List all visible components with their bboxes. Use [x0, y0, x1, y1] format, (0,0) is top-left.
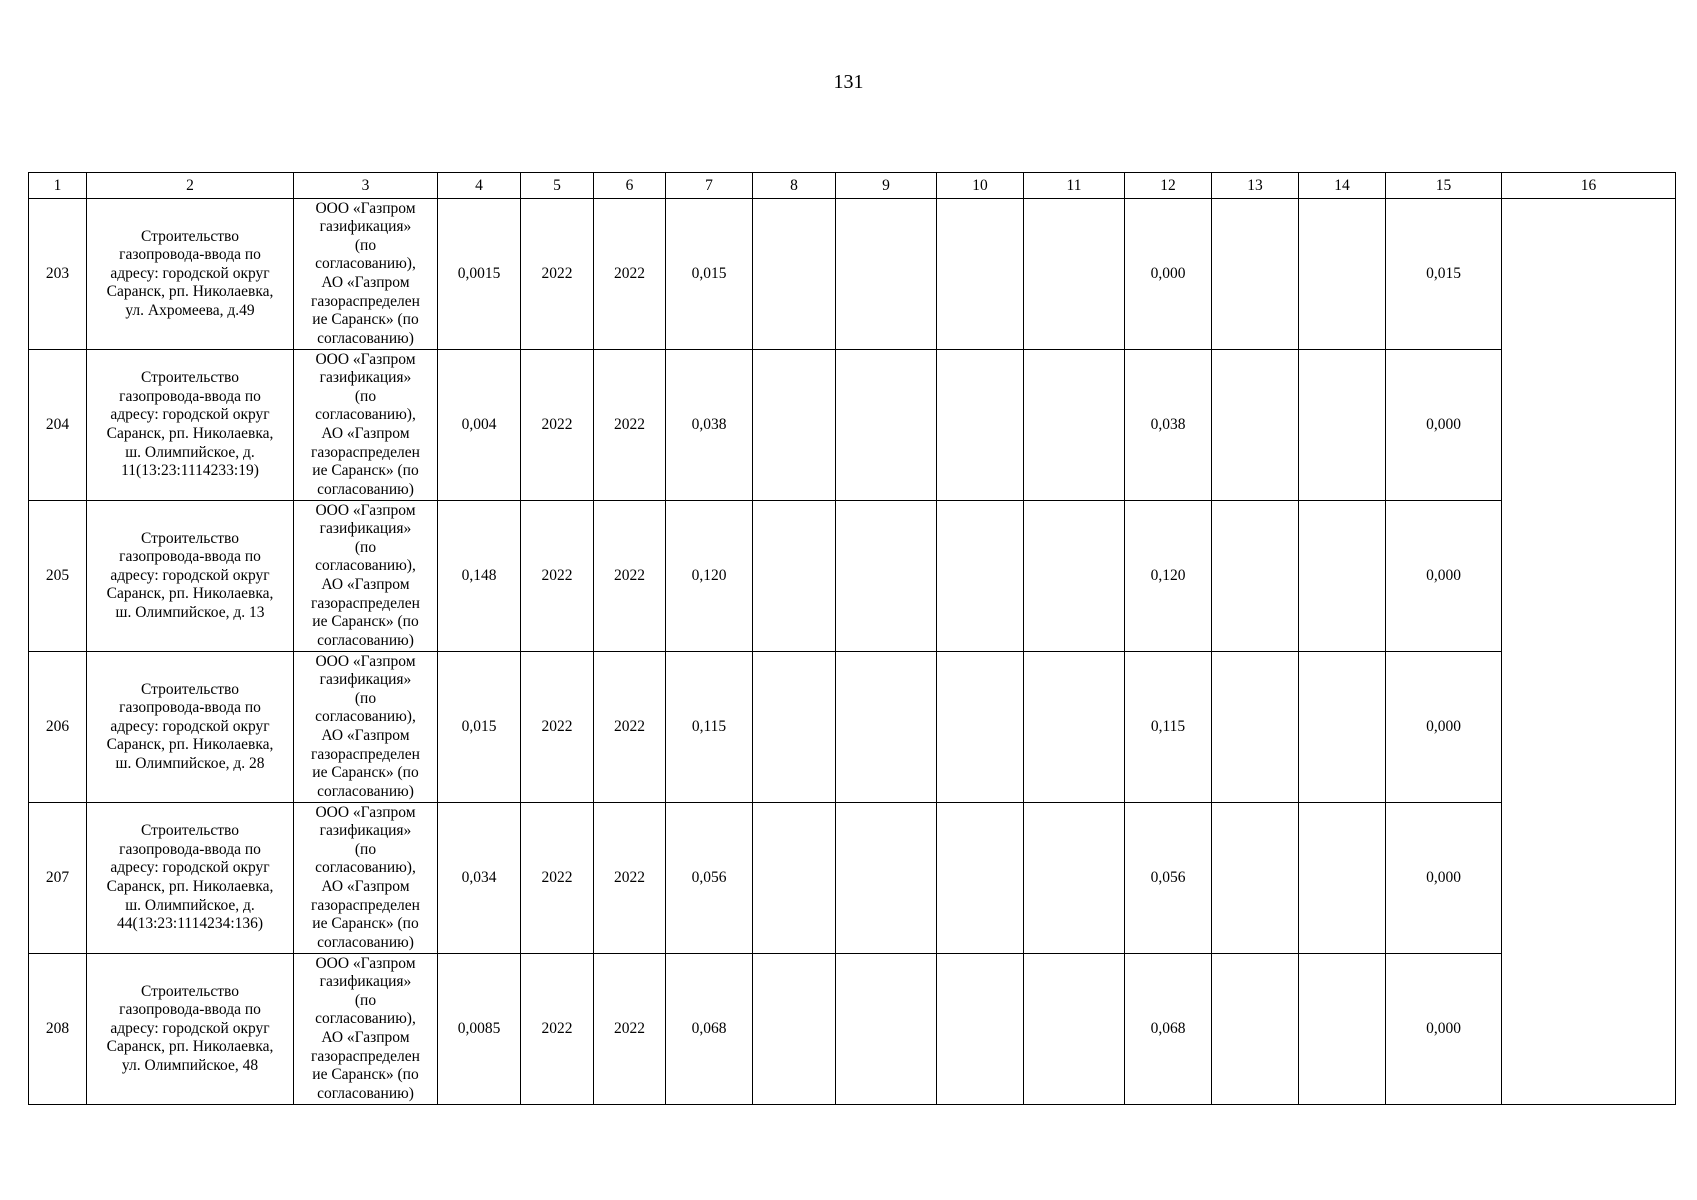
value-cell-col12: 0,068	[1125, 954, 1212, 1105]
empty-cell-col8	[753, 350, 836, 501]
empty-cell-col8	[753, 199, 836, 350]
organization-line: АО «Газпром	[321, 1029, 410, 1046]
empty-cell-col13	[1212, 652, 1299, 803]
organization-line: газификация»	[319, 520, 412, 538]
description-line: адресу: городской округ	[110, 406, 270, 424]
empty-cell-col10	[937, 652, 1024, 803]
empty-cell-col11	[1024, 350, 1125, 501]
empty-cell-col11	[1024, 652, 1125, 803]
organization-line: АО «Газпром	[321, 727, 410, 744]
description-line: ш. Олимпийское, д. 28	[115, 754, 265, 772]
description-line: ш. Олимпийское, д.	[125, 443, 255, 461]
value-cell-col12: 0,115	[1125, 652, 1212, 803]
organization-line: согласованию),	[315, 708, 416, 726]
description-line: Строительство	[141, 822, 239, 840]
column-header: 7	[666, 173, 753, 199]
description-cell	[87, 803, 294, 954]
organization-line: согласованию)	[317, 933, 414, 951]
year-start-cell: 2022	[521, 652, 594, 803]
description-line: газопровода-ввода по	[119, 840, 261, 858]
empty-cell-col13	[1212, 199, 1299, 350]
organization-cell	[294, 199, 438, 350]
value-cell-col4: 0,034	[438, 803, 521, 954]
description-line: ш. Олимпийское, д. 13	[115, 603, 265, 621]
value-cell-col7: 0,056	[666, 803, 753, 954]
description-line: 44(13:23:1114234:136)	[116, 915, 264, 933]
column-header: 1	[29, 173, 87, 199]
year-end-cell: 2022	[594, 803, 666, 954]
year-end-cell: 2022	[594, 652, 666, 803]
year-start-cell: 2022	[521, 350, 594, 501]
column-header: 14	[1299, 173, 1386, 199]
organization-line: ООО «Газпром	[315, 501, 416, 519]
value-cell-col15: 0,000	[1386, 954, 1502, 1105]
year-start-cell: 2022	[521, 803, 594, 954]
year-end-cell: 2022	[594, 954, 666, 1105]
organization-line: газификация»	[319, 822, 412, 840]
empty-cell-col13	[1212, 501, 1299, 652]
description-line: газопровода-ввода по	[119, 246, 261, 264]
table-row	[29, 954, 1676, 1105]
organization-line: ие Саранск» (по	[312, 915, 419, 933]
organization-line: согласованию),	[315, 1010, 416, 1028]
empty-cell-col10	[937, 501, 1024, 652]
value-cell-col15: 0,000	[1386, 803, 1502, 954]
description-line: Саранск, рп. Николаевка,	[106, 425, 274, 442]
description-line: ш. Олимпийское, д.	[125, 896, 255, 914]
row-number-cell: 207	[29, 803, 87, 954]
organization-line: газораспределен	[311, 896, 420, 914]
organization-cell	[294, 652, 438, 803]
organization-line: газораспределен	[311, 594, 420, 612]
value-cell-col15: 0,000	[1386, 652, 1502, 803]
table-row	[29, 652, 1676, 803]
empty-cell-col11	[1024, 199, 1125, 350]
organization-line: согласованию)	[317, 480, 414, 498]
organization-line: газораспределен	[311, 443, 420, 461]
empty-cell-col11	[1024, 501, 1125, 652]
empty-cell-col10	[937, 350, 1024, 501]
merged-cell-col16	[1502, 199, 1676, 1105]
organization-line: согласованию),	[315, 406, 416, 424]
description-line: ул. Ахромеева, д.49	[125, 301, 255, 319]
empty-cell-col8	[753, 501, 836, 652]
value-cell-col12: 0,000	[1125, 199, 1212, 350]
empty-cell-col10	[937, 803, 1024, 954]
table-row	[29, 199, 1676, 350]
organization-line: АО «Газпром	[321, 878, 410, 895]
organization-line: согласованию)	[317, 631, 414, 649]
value-cell-col4: 0,0085	[438, 954, 521, 1105]
description-cell	[87, 501, 294, 652]
column-header: 4	[438, 173, 521, 199]
organization-cell	[294, 954, 438, 1105]
row-number-cell: 206	[29, 652, 87, 803]
empty-cell-col13	[1212, 350, 1299, 501]
column-header: 12	[1125, 173, 1212, 199]
organization-line: ООО «Газпром	[315, 803, 416, 821]
value-cell-col4: 0,015	[438, 652, 521, 803]
empty-cell-col13	[1212, 954, 1299, 1105]
organization-line: (по	[354, 538, 377, 556]
empty-cell-col14	[1299, 954, 1386, 1105]
year-end-cell: 2022	[594, 501, 666, 652]
description-cell	[87, 954, 294, 1105]
organization-line: согласованию),	[315, 859, 416, 877]
description-line: газопровода-ввода по	[119, 699, 261, 717]
data-table	[28, 172, 1676, 1105]
organization-line: согласованию)	[317, 782, 414, 800]
value-cell-col7: 0,015	[666, 199, 753, 350]
empty-cell-col11	[1024, 803, 1125, 954]
value-cell-col15: 0,000	[1386, 350, 1502, 501]
organization-cell	[294, 803, 438, 954]
table-row	[29, 350, 1676, 501]
description-line: Строительство	[141, 369, 239, 387]
description-line: Саранск, рп. Николаевка,	[106, 283, 274, 301]
empty-cell-col9	[836, 652, 937, 803]
description-line: Строительство	[141, 680, 239, 698]
description-line: газопровода-ввода по	[119, 387, 261, 405]
empty-cell-col13	[1212, 803, 1299, 954]
column-header: 3	[294, 173, 438, 199]
year-start-cell: 2022	[521, 954, 594, 1105]
column-header: 2	[87, 173, 294, 199]
description-line: Строительство	[141, 227, 239, 245]
value-cell-col12: 0,120	[1125, 501, 1212, 652]
column-header: 6	[594, 173, 666, 199]
description-line: Саранск, рп. Николаевка,	[106, 1038, 274, 1056]
empty-cell-col8	[753, 803, 836, 954]
page-number: 131	[833, 71, 864, 93]
organization-line: (по	[354, 840, 377, 858]
description-cell	[87, 199, 294, 350]
description-line: адресу: городской округ	[110, 717, 270, 735]
year-end-cell: 2022	[594, 199, 666, 350]
value-cell-col7: 0,038	[666, 350, 753, 501]
value-cell-col4: 0,0015	[438, 199, 521, 350]
description-line: 11(13:23:1114233:19)	[121, 462, 259, 480]
value-cell-col15: 0,015	[1386, 199, 1502, 350]
value-cell-col7: 0,115	[666, 652, 753, 803]
value-cell-col4: 0,148	[438, 501, 521, 652]
organization-cell	[294, 350, 438, 501]
description-line: адресу: городской округ	[110, 264, 270, 282]
description-line: Саранск, рп. Николаевка,	[106, 736, 274, 754]
organization-line: (по	[354, 236, 377, 254]
value-cell-col7: 0,120	[666, 501, 753, 652]
column-header: 8	[753, 173, 836, 199]
empty-cell-col9	[836, 199, 937, 350]
empty-cell-col9	[836, 803, 937, 954]
empty-cell-col14	[1299, 350, 1386, 501]
year-start-cell: 2022	[521, 501, 594, 652]
empty-cell-col8	[753, 954, 836, 1105]
organization-line: ие Саранск» (по	[312, 764, 419, 782]
organization-line: согласованию),	[315, 255, 416, 273]
empty-cell-col9	[836, 954, 937, 1105]
empty-cell-col8	[753, 652, 836, 803]
row-number-cell: 205	[29, 501, 87, 652]
organization-line: газификация»	[319, 369, 412, 387]
column-header: 10	[937, 173, 1024, 199]
table-row	[29, 803, 1676, 954]
organization-line: ие Саранск» (по	[312, 462, 419, 480]
organization-line: ие Саранск» (по	[312, 1066, 419, 1084]
description-line: Саранск, рп. Николаевка,	[106, 878, 274, 895]
empty-cell-col10	[937, 199, 1024, 350]
empty-cell-col14	[1299, 501, 1386, 652]
organization-line: ие Саранск» (по	[312, 613, 419, 631]
column-header: 5	[521, 173, 594, 199]
header-row	[29, 173, 1676, 199]
organization-line: (по	[354, 991, 377, 1009]
empty-cell-col9	[836, 350, 937, 501]
organization-line: газораспределен	[311, 1047, 420, 1065]
organization-line: газификация»	[319, 218, 412, 236]
table-body	[29, 199, 1676, 1105]
empty-cell-col9	[836, 501, 937, 652]
row-number-cell: 208	[29, 954, 87, 1105]
column-header: 15	[1386, 173, 1502, 199]
organization-line: ие Саранск» (по	[312, 311, 419, 329]
value-cell-col7: 0,068	[666, 954, 753, 1105]
value-cell-col4: 0,004	[438, 350, 521, 501]
description-line: Строительство	[141, 982, 239, 1000]
organization-cell	[294, 501, 438, 652]
description-cell	[87, 350, 294, 501]
year-start-cell: 2022	[521, 199, 594, 350]
column-header: 16	[1502, 173, 1676, 199]
description-line: ул. Олимпийское, 48	[121, 1056, 259, 1074]
organization-line: ООО «Газпром	[315, 652, 416, 670]
empty-cell-col14	[1299, 199, 1386, 350]
empty-cell-col14	[1299, 803, 1386, 954]
organization-line: газораспределен	[311, 292, 420, 310]
row-number-cell: 203	[29, 199, 87, 350]
organization-line: (по	[354, 387, 377, 405]
description-line: адресу: городской округ	[110, 1019, 270, 1037]
value-cell-col15: 0,000	[1386, 501, 1502, 652]
empty-cell-col11	[1024, 954, 1125, 1105]
table-row	[29, 501, 1676, 652]
organization-line: (по	[354, 689, 377, 707]
column-header: 9	[836, 173, 937, 199]
value-cell-col12: 0,056	[1125, 803, 1212, 954]
organization-line: АО «Газпром	[321, 274, 410, 291]
column-header: 13	[1212, 173, 1299, 199]
organization-line: ООО «Газпром	[315, 954, 416, 972]
organization-line: АО «Газпром	[321, 576, 410, 593]
organization-line: АО «Газпром	[321, 425, 410, 442]
description-line: Строительство	[141, 529, 239, 547]
organization-line: согласованию)	[317, 1084, 414, 1102]
column-header: 11	[1024, 173, 1125, 199]
description-line: Саранск, рп. Николаевка,	[106, 585, 274, 603]
organization-line: газификация»	[319, 973, 412, 991]
description-line: газопровода-ввода по	[119, 548, 261, 566]
organization-line: согласованию),	[315, 557, 416, 575]
organization-line: газораспределен	[311, 745, 420, 763]
organization-line: согласованию)	[317, 329, 414, 347]
organization-line: газификация»	[319, 671, 412, 689]
row-number-cell: 204	[29, 350, 87, 501]
organization-line: ООО «Газпром	[315, 350, 416, 368]
organization-line: ООО «Газпром	[315, 199, 416, 217]
empty-cell-col10	[937, 954, 1024, 1105]
description-line: газопровода-ввода по	[119, 1001, 261, 1019]
description-line: адресу: городской округ	[110, 859, 270, 877]
empty-cell-col14	[1299, 652, 1386, 803]
description-cell	[87, 652, 294, 803]
value-cell-col12: 0,038	[1125, 350, 1212, 501]
year-end-cell: 2022	[594, 350, 666, 501]
description-line: адресу: городской округ	[110, 566, 270, 584]
